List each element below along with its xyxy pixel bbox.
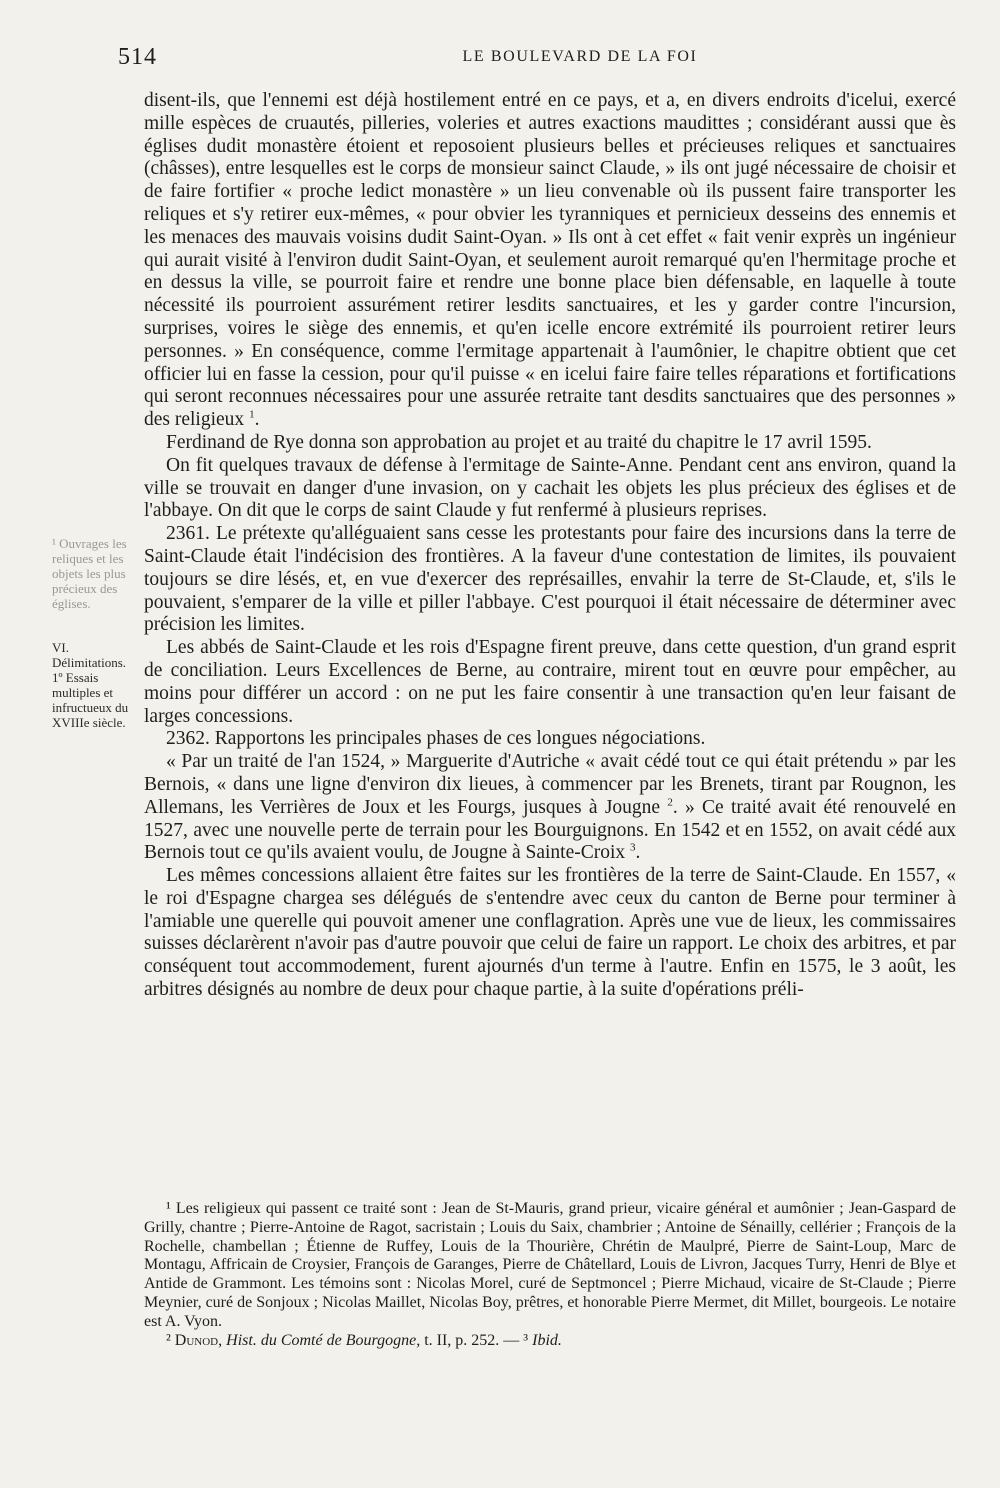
footnote-ibid: Ibid.	[532, 1331, 562, 1349]
paragraph-2: Ferdinand de Rye donna son approbation au projet et au traité du chapitre le 17 avril 1595.	[166, 431, 872, 453]
paragraph-text: disent-ils, que l'ennemi est déjà hostilement entré en ce pays, et a, en divers endroits d'icelui, exercé mille espèces de cruautés, pilleries, voleries et autres exactions maudittes ; considérant aussi que ès églises dudit monastère étoient et reposoient plusieurs belles et précieuses reliques et sanctuaires (châsses), entre lesquelles est le corps de monsieur sainct Claude, » ils ont jugé nécessaire de choisir et de faire fortifier « proche ledict monastère » un lieu convenable où ils pussent faire transporter les reliques et s'y retirer eux-mêmes, « pour obvier les tyranniques et pernicieux desseins des ennemis et les menaces des mauvais voisins dudit Saint-Oyan. » Ils ont à cet effet « fait venir exprès un ingénieur qui aurait visité à l'environ dudit Saint-Oyan, et seulement auroit remarqué qu'en l'hermitage proche et en dessus la ville, se pourroit faire et rendre une bonne place bien défensable, en laquelle à toute nécessité ils pourroient assurément retirer lesdits sanctuaires, et les y garder contre l'incursion, surprises, voires le siège des ennemis, et qu'en icelle encore extrémité ils pourroient retirer leurs personnes. » En conséquence, comme l'ermitage appartenait à l'aumônier, le chapitre obtient que cet officier lui en fasse la cession, pour qu'il puisse « en icelui faire faire telles réparations et fortifications qui seront reconnues nécessaires pour une assurée retraite tant desdits sanctuaires que des personnes » des religieux	[144, 90, 956, 431]
paragraph-3: On fit quelques travaux de défense à l'ermitage de Sainte-Anne. Pendant cent ans environ, quand la ville se trouvait en danger d'une invasion, on y cachait les objets les plus précieux des églises et de l'abbaye. On dit que le corps de saint Claude y fut renfermé à plusieurs reprises.	[144, 454, 956, 522]
paragraph-1: disent-ils, que l'ennemi est déjà hostilement entré en ce pays, et a, en divers endroits d'icelui, exercé mille espèces de cruautés, pilleries, voleries et autres exactions maudittes ; considérant aussi que ès églises dudit monastère étoient et reposoient plusieurs belles et précieuses reliques et sanctuaires (châsses), entre lesquelles est le corps de monsieur sainct Claude, » ils ont jugé nécessaire de choisir et de faire fortifier « proche ledict monastère » un lieu convenable où ils pussent faire transporter les reliques et s'y retirer eux-mêmes, « pour obvier les tyranniques et pernicieux desseins des ennemis et les menaces des mauvais voisins dudit Saint-Oyan. » Ils ont à cet effet « fait venir exprès un ingénieur qui aurait visité à l'environ dudit Saint-Oyan, et seulement auroit remarqué qu'en l'hermitage proche et en dessus la ville, se pourroit faire et rendre une bonne place bien défensable, en laquelle à toute nécessité ils pourroient assurément retirer lesdits sanctuaires, et les y garder contre l'incursion, surprises, voires le siège des ennemis, et qu'en icelle encore extrémité ils pourroient retirer leurs personnes. » En conséquence, comme l'ermitage appartenait à l'aumônier, le chapitre obtient que cet officier lui en fasse la cession, pour qu'il puisse « en icelui faire faire telles réparations et fortifications qui seront reconnues nécessaires pour une assurée retraite tant desdits sanctuaires que des personnes » des religieux $^1$.	[144, 90, 956, 431]
paragraph-text-cont: . » Ce traité avait été renouvelé en 1527, avec une nouvelle perte de terrain pour les Bourguignons. En 1542 et en 1552, on avait cédé aux Bernois tout ce qu'ils avaient voulu, de Jougne à Sainte-Croix	[144, 796, 957, 864]
margin-note-body: 1º Essais multiples et infructueux du XVIIIe siècle.	[52, 670, 129, 730]
footnote-title: Hist. du Comté de Bourgogne,	[226, 1331, 421, 1349]
footnote-ref-1: 1	[249, 408, 255, 421]
footnote-author: ² Dunod,	[166, 1331, 223, 1349]
footnote-ref-2: 2	[667, 796, 673, 809]
main-text	[144, 90, 956, 1002]
footnote-1: ¹ Les religieux qui passent ce traité sont : Jean de St-Mauris, grand prieur, vicaire général et aumônier ; Jean-Gaspard de Grilly, chantre ; Pierre-Antoine de Ragot, sacristain ; Louis du Saix, chambrier ; Antoine de Sénailly, cellérier ; François de la Rochelle, chambellan ; Étienne de Ruffey, Louis de la Thourière, Chrétin de Maulpré, Pierre de Saint-Loup, Marc de Montagu, Affricain de Croysier, François de Garanges, Pierre de Châtellard, Louis de Livron, Jacques Turry, Henri de Blye et Antide de Grammont. Les témoins sont : Nicolas Morel, curé de Septmoncel ; Pierre Michaud, vicaire de St-Claude ; Pierre Meynier, curé de Sonjoux ; Nicolas Maillet, Nicolas Boy, prêtres, et honorable Pierre Mermet, dit Millet, bourgeois. Le notaire est A. Vyon.	[144, 1200, 956, 1330]
paragraph-6: 2362. Rapportons les principales phases de ces longues négociations.	[166, 728, 706, 750]
page-number: 514	[118, 44, 157, 70]
running-title: LE BOULEVARD DE LA FOI	[462, 48, 698, 65]
margin-note-hidden-relics	[52, 536, 142, 611]
margin-note-text: ¹ Ouvrages les reliques et les objets les plus précieux des églises.	[52, 536, 127, 611]
paragraph-5: Les abbés de Saint-Claude et les rois d'Espagne firent preuve, dans cette question, d'un grand esprit de conciliation. Leurs Excellences de Berne, au contraire, mirent tout en œuvre pour empêcher, au moins pour différer un accord : on ne put les faire consentir à une transaction qu'en leur faisant de larges concessions.	[144, 637, 956, 727]
footnote-ref-text: t. II, p. 252. — ³	[424, 1331, 529, 1349]
paragraph-4: 2361. Le prétexte qu'alléguaient sans cesse les protestants pour faire des incursions dans la terre de Saint-Claude était l'indécision des frontières. A la faveur d'une contestation de limites, ils pouvaient toujours se dire lésés, et, en vue d'exercer des représailles, envahir la terre de St-Claude, et, s'ils le pouvaient, s'emparer de la ville et piller l'abbaye. C'est pourquoi il était nécessaire de déterminer avec précision les limites.	[144, 523, 956, 636]
margin-note-title: VI. Délimitations.	[52, 640, 127, 670]
paragraph-7: « Par un traité de l'an 1524, » Marguerite d'Autriche « avait cédé tout ce qui était prétendu » par les Bernois, « dans une ligne d'environ dix lieues, à commencer par les Brenets, tirant par Rougnon, les Allemans, les Verrières de Joux et les Fourgs, jusques à Jougne $^2$. » Ce traité avait été renouvelé en 1527, avec une nouvelle perte de terrain pour les Bourguignons. En 1542 et en 1552, on avait cédé aux Bernois tout ce qu'ils avaient voulu, de Jougne à Sainte-Croix $^3$.	[144, 751, 957, 864]
footnotes	[144, 1200, 956, 1350]
running-head	[0, 44, 1000, 74]
paragraph-text: « Par un traité de l'an 1524, » Marguerite d'Autriche « avait cédé tout ce qui était prétendu » par les Bernois, « dans une ligne d'environ dix lieues, à commencer par les Brenets, tirant par Rougnon, les Allemans, les Verrières de Joux et les Fourgs, jusques à Jougne	[144, 751, 956, 818]
footnote-2	[144, 1332, 956, 1351]
paragraph-8: Les mêmes concessions allaient être faites sur les frontières de la terre de Saint-Claude. En 1557, « le roi d'Espagne chargea ses délégués de s'entendre avec ceux du canton de Berne pour terminer à l'amiable une querelle qui pouvoit amener une conflagration. Après une vue de lieux, les commissaires suisses déclarèrent n'avoir pas d'autre pouvoir que celui de faire un rapport. Le choix des arbitres, et par conséquent tout accommodement, furent ajournés d'un terme à l'autre. Enfin en 1575, le 3 août, les arbitres désignés au nombre de deux pour chaque partie, à la suite d'opérations préli-	[144, 865, 956, 1001]
margin-note-delimitations	[52, 640, 142, 730]
footnote-ref-3: 3	[630, 841, 636, 854]
